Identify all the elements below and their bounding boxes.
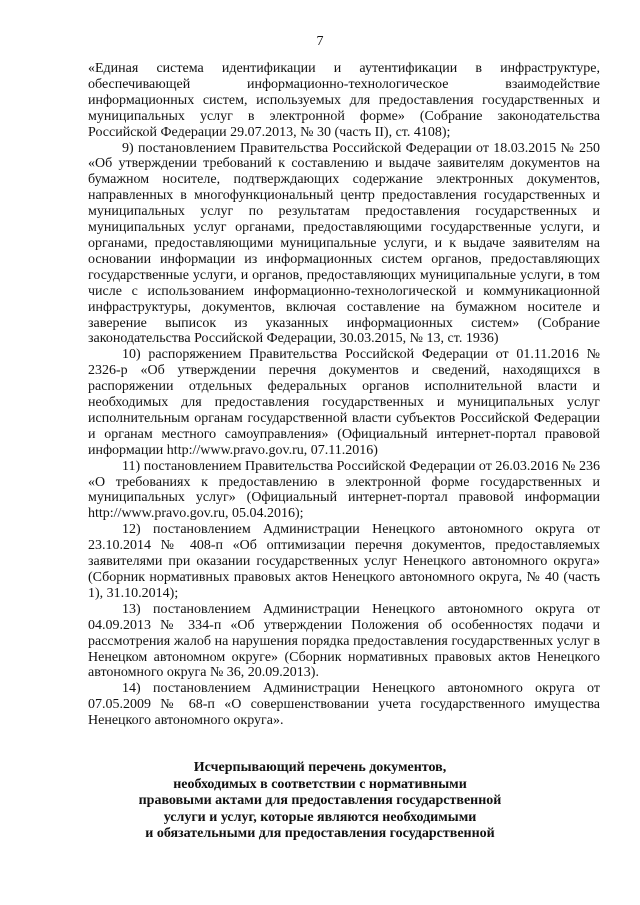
document-body [88,61,600,729]
paragraph-11: 11) постановлением Правительства Российской Федерации от 26.03.2016 № 236 «О требованиях к предоставлению в электронной форме государственных и муниципальных услуг» (Официальный интернет-портал правовой информации http://www.pravo.gov.ru, 05.04.2016); [88,458,600,522]
paragraph-8-continuation: «Единая система идентификации и аутентификации в инфраструктуре, обеспечивающей информационно-технологическое взаимодействие информационных систем, используемых для предоставления государственных и муниципальных услуг в электронной форме» (Собрание законодательства Российской Федерации 29.07.2013, № 30 (часть II), ст. 4108); [88,61,600,140]
heading-line: необходимых в соответствии с нормативными [173,776,467,792]
page-number: 7 [316,34,324,49]
paragraph-14: 14) постановлением Администрации Ненецкого автономного округа от 07.05.2009 № 68-п «О совершенствовании учета государственного имущества Ненецкого автономного округа». [88,681,600,729]
section-heading [100,760,540,843]
heading-line: услуги и услуг, которые являются необходимыми [163,809,477,825]
heading-line: и обязательными для предоставления государственной [145,826,495,842]
paragraph-10: 10) распоряжением Правительства Российской Федерации от 01.11.2016 № 2326-р «Об утверждении перечня документов и сведений, находящихся в распоряжении отдельных федеральных органов исполнительной власти и необходимых для предоставления государственных и муниципальных услуг исполнительным органам государственной власти субъектов Российской Федерации и органам местного самоуправления» (Официальный интернет-портал правовой информации http://www.pravo.gov.ru, 07.11.2016) [88,347,600,458]
paragraph-13: 13) постановлением Администрации Ненецкого автономного округа от 04.09.2013 № 334-п «Об утверждении Положения об особенностях подачи и рассмотрения жалоб на нарушения порядка предоставления государственных услуг в Ненецком автономном округе» (Сборник нормативных правовых актов Ненецкого автономного округа № 36, 20.09.2013). [88,601,600,681]
paragraph-9: 9) постановлением Правительства Российской Федерации от 18.03.2015 № 250 «Об утверждении требований к составлению и выдаче заявителям документов на бумажном носителе, подтверждающих содержание электронных документов, направленных в многофункциональный центр предоставления государственных и муниципальных услуг по результатам предоставления государственных и муниципальных услуг органами, предоставляющими государственные услуги, и органами, предоставляющими муниципальные услуги, и к выдаче заявителям на основании информации из информационных систем органов, предоставляющих государственные услуги, и органов, предоставляющих муниципальные услуги, в том числе с использованием информационно-технологической и коммуникационной инфраструктуры, документов, включая составление на бумажном носителе и заверение выписок из указанных информационных систем» (Собрание законодательства Российской Федерации, 30.03.2015, № 13, ст. 1936) [88,140,600,347]
paragraph-12: 12) постановлением Администрации Ненецкого автономного округа от 23.10.2014 № 408-п «Об оптимизации перечня документов, предоставляемых заявителями при оказании государственных услуг Ненецкого автономного округа» (Сборник нормативных правовых актов Ненецкого автономного округа, № 40 (часть 1), 31.10.2014); [88,522,600,601]
heading-line: правовыми актами для предоставления государственной [138,793,502,809]
heading-line: Исчерпывающий перечень документов, [193,760,447,775]
